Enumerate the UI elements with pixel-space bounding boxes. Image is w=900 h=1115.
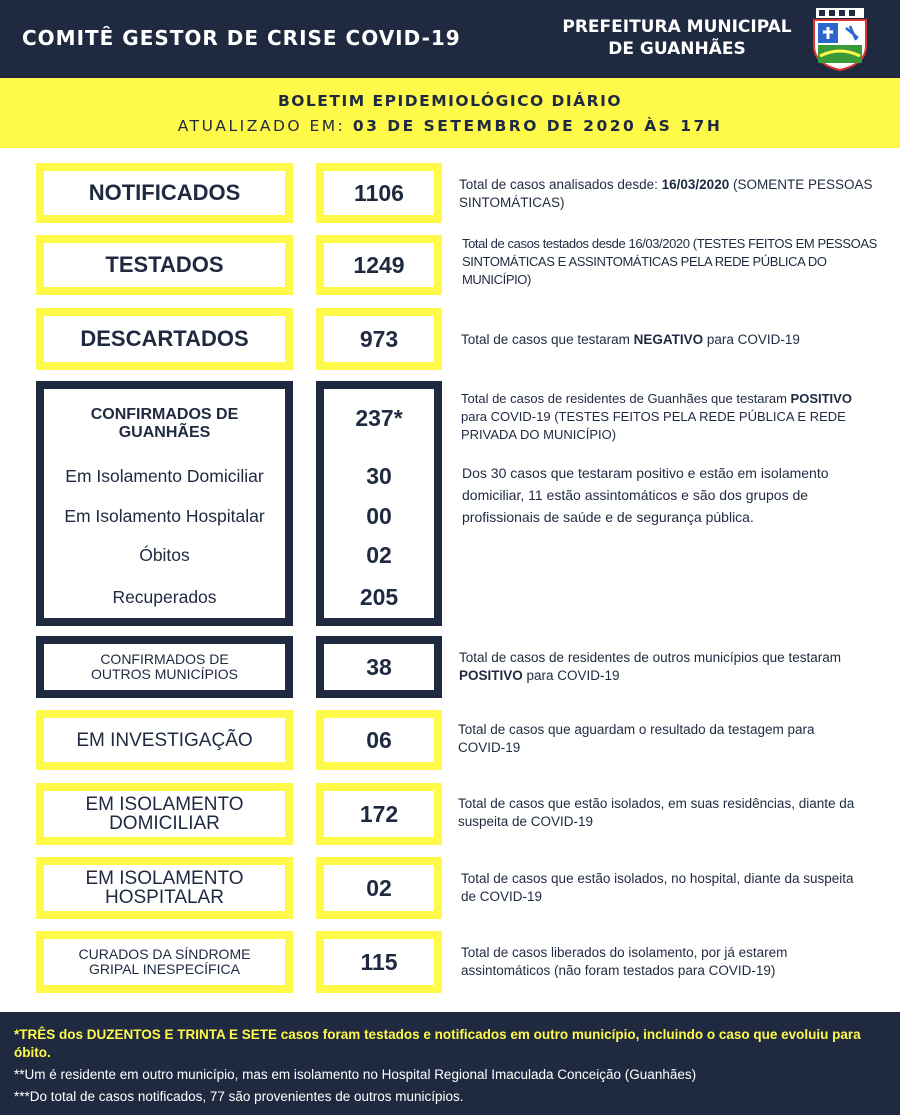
recuperados-item-value: 205: [359, 584, 399, 610]
confirmados-outros-label-box: [36, 636, 293, 698]
confirmados-guanhaes-value-box: [316, 381, 442, 626]
curados-desc: Total de casos liberados do isolamento, por já estarem assintomáticos (não foram testados para COVID-19): [461, 945, 788, 978]
confirmados-outros-desc-suffix: para COVID-19: [522, 668, 620, 683]
bulletin-title: BOLETIM EPIDEMIOLÓGICO DIÁRIO: [277, 92, 623, 110]
confirmados-guanhaes-desc-suffix: para COVID-19 (TESTES FEITOS PELA REDE PÚBLICA E REDE PRIVADA DO MUNICÍPIO): [461, 409, 846, 442]
descartados-value-box: [316, 308, 442, 370]
header-bar: [0, 0, 900, 78]
confirmados-guanhaes-label-box: [36, 381, 293, 626]
em-investigacao-value-box: [316, 710, 442, 770]
isolamento-domiciliar-label: [85, 795, 243, 833]
isolamento-hospitalar-label-line2: HOSPITALAR: [105, 887, 224, 908]
notificados-desc-suffix: (SOMENTE PESSOAS SINTOMÁTICAS): [459, 177, 873, 210]
descartados-desc: [461, 331, 881, 349]
confirmados-outros-desc: [459, 649, 849, 685]
obitos-item-value: 02: [366, 542, 392, 568]
descartados-label-box: [36, 308, 293, 370]
testados-label-box: [36, 235, 293, 295]
footer-note-3: ***Do total de casos notificados, 77 são provenientes de outros municípios.: [14, 1089, 464, 1104]
recuperados-item-label: Recuperados: [112, 587, 217, 607]
confirmados-outros-label-line2: OUTROS MUNICÍPIOS: [90, 666, 238, 682]
isolamento-hospitalar-label-box: [36, 857, 293, 919]
confirmados-guanhaes-desc2: Dos 30 casos que testaram positivo e estão em isolamento domiciliar, 11 estão assintomáticos e são dos grupos de profissionais de saúde e de segurança pública.: [462, 465, 829, 525]
descartados-desc-suffix: para COVID-19: [703, 332, 800, 347]
isolamento-hospitalar-label: [85, 869, 243, 907]
confirmados-outros-label-line1: CONFIRMADOS DE: [100, 651, 229, 667]
isolamento-domiciliar-desc: Total de casos que estão isolados, em suas residências, diante da suspeita de COVID-19: [458, 796, 855, 829]
testados-label: TESTADOS: [105, 252, 224, 277]
em-investigacao-desc: Total de casos que aguardam o resultado da testagem para COVID-19: [458, 722, 815, 755]
bulletin-banner: [0, 78, 900, 148]
descartados-desc-bold: NEGATIVO: [633, 332, 704, 347]
em-investigacao-label: EM INVESTIGAÇÃO: [76, 729, 253, 751]
descartados-desc-prefix: Total de casos que testaram: [461, 332, 634, 347]
descartados-value: 973: [359, 325, 399, 352]
footer-notes: [0, 1012, 900, 1115]
notificados-desc-prefix: Total de casos analisados desde:: [459, 177, 662, 192]
prefeitura-name: [552, 16, 802, 60]
coat-of-arms-icon: [808, 6, 872, 72]
em-investigacao-value: 06: [366, 726, 392, 753]
confirmados-outros-value-box: [316, 636, 442, 698]
notificados-value-box: [316, 163, 442, 223]
isolamento-hospitalar-desc: Total de casos que estão isolados, no hospital, diante da suspeita de COVID-19: [461, 871, 854, 904]
isolamento-hospitalar-label-line1: EM ISOLAMENTO: [85, 868, 244, 889]
notificados-label: NOTIFICADOS: [88, 180, 241, 205]
isolamento-domiciliar-item-value: 30: [366, 463, 392, 489]
isolamento-domiciliar-label-line2: DOMICILIAR: [109, 813, 220, 834]
confirmados-guanhaes-desc: [461, 390, 861, 444]
isolamento-hospitalar-item-label: Em Isolamento Hospitalar: [64, 506, 265, 526]
curados-label-box: [36, 931, 293, 993]
curados-label-line2: GRIPAL INESPECÍFICA: [89, 961, 240, 977]
curados-value-box: [316, 931, 442, 993]
updated-prefix: ATUALIZADO EM:: [177, 117, 353, 135]
isolamento-domiciliar-value-box: [316, 783, 442, 845]
header-title: COMITÊ GESTOR DE CRISE COVID-19: [22, 26, 461, 50]
confirmados-outros-desc-bold: POSITIVO: [459, 668, 523, 683]
isolamento-hospitalar-item-value: 00: [366, 503, 392, 529]
updated-date: 03 DE SETEMBRO DE 2020 ÀS 17H: [352, 117, 723, 135]
footer-note-2: **Um é residente em outro município, mas em isolamento no Hospital Regional Imaculada Conceição (Guanhães): [14, 1067, 697, 1082]
confirmados-outros-label: [91, 652, 238, 682]
prefeitura-line1: PREFEITURA MUNICIPAL: [562, 17, 792, 37]
confirmados-outros-desc-prefix: Total de casos de residentes de outros municípios que testaram: [459, 650, 841, 665]
testados-value: 1249: [353, 251, 405, 278]
isolamento-hospitalar-value-box: [316, 857, 442, 919]
notificados-label-box: [36, 163, 293, 223]
notificados-desc: [459, 176, 879, 212]
footer-note-1: *TRÊS dos DUZENTOS E TRINTA E SETE casos foram testados e notificados em outro município, incluindo o caso que evoluiu para óbito.: [14, 1027, 861, 1060]
confirmados-guanhaes-desc-bold: POSITIVO: [790, 391, 852, 406]
confirmados-guanhaes-label-line1: CONFIRMADOS DE: [90, 406, 239, 423]
curados-label: [79, 947, 251, 977]
testados-desc: Total de casos testados desde 16/03/2020 (TESTES FEITOS EM PESSOAS SINTOMÁTICAS E ASSINTOMÁTICAS PELA REDE PÚBLICA DO MUNICÍPIO): [462, 236, 877, 287]
notificados-desc-date: 16/03/2020: [661, 177, 730, 192]
isolamento-hospitalar-value: 02: [366, 874, 392, 901]
isolamento-domiciliar-item-label: Em Isolamento Domiciliar: [65, 466, 264, 486]
testados-value-box: [316, 235, 442, 295]
curados-label-line1: CURADOS DA SÍNDROME: [78, 946, 251, 962]
confirmados-guanhaes-label-line2: GUANHÃES: [118, 424, 211, 441]
bulletin-updated: [0, 117, 900, 135]
isolamento-domiciliar-label-line1: EM ISOLAMENTO: [85, 794, 244, 815]
descartados-label: DESCARTADOS: [80, 326, 249, 351]
em-investigacao-label-box: [36, 710, 293, 770]
obitos-item-label: Óbitos: [139, 545, 190, 565]
confirmados-outros-value: 38: [366, 653, 392, 680]
isolamento-domiciliar-label-box: [36, 783, 293, 845]
confirmados-guanhaes-label: [44, 406, 285, 442]
confirmados-guanhaes-desc-prefix: Total de casos de residentes de Guanhães que testaram: [461, 391, 791, 406]
curados-value: 115: [360, 948, 398, 975]
confirmados-guanhaes-value: 237*: [355, 405, 403, 431]
notificados-value: 1106: [354, 179, 404, 206]
isolamento-domiciliar-value: 172: [359, 800, 399, 827]
prefeitura-line2: DE GUANHÃES: [608, 39, 746, 59]
